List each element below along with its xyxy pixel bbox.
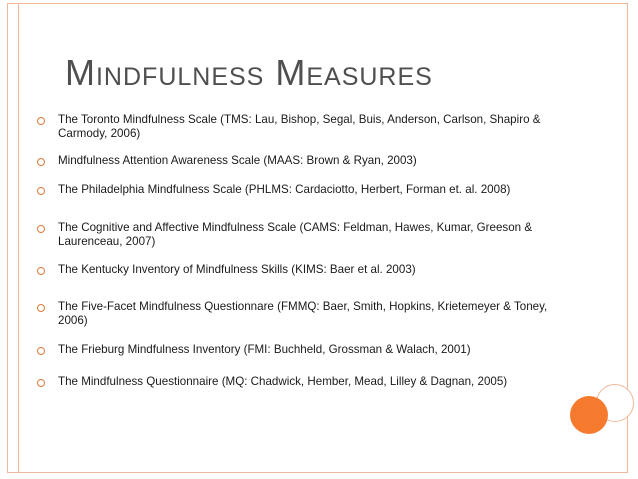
bullet-text: The Cognitive and Affective Mindfulness Scale (CAMS: Feldman, Hawes, Kumar, Greeson & Laurenceau, 2007) (58, 221, 533, 248)
bullet-circle-icon (37, 304, 45, 312)
bullet-circle-icon (37, 187, 45, 195)
bullet-text: Mindfulness Attention Awareness Scale (MAAS: Brown & Ryan, 2003) (58, 154, 417, 167)
bullet-circle-icon (37, 267, 45, 275)
bullet-text: The Kentucky Inventory of Mindfulness Skills (KIMS: Baer et al. 2003) (58, 263, 416, 276)
bullet-circle-icon (37, 158, 45, 166)
slide-title: Mindfulness Measures (65, 52, 433, 93)
bullet-circle-icon (37, 347, 45, 355)
bullet-text: The Frieburg Mindfulness Inventory (FMI: Buchheld, Grossman & Walach, 2001) (58, 343, 471, 356)
bullet-text: The Mindfulness Questionnaire (MQ: Chadwick, Hember, Mead, Lilley & Dagnan, 2005) (58, 375, 508, 388)
bullet-circle-icon (37, 379, 45, 387)
bullet-circle-icon (37, 225, 45, 233)
decorative-orange-circle (570, 396, 608, 434)
bullet-text: The Five-Facet Mindfulness Questionnare (FMMQ: Baer, Smith, Hopkins, Krietemeyer & Toney, 2006) (58, 300, 548, 327)
bullet-text: The Toronto Mindfulness Scale (TMS: Lau, Bishop, Segal, Buis, Anderson, Carlson, Shapiro & Carmody, 2006) (58, 113, 541, 140)
bullet-circle-icon (37, 117, 45, 125)
bullet-text: The Philadelphia Mindfulness Scale (PHLMS: Cardaciotto, Herbert, Forman et. al. 2008) (58, 183, 511, 196)
left-vertical-rule (18, 3, 19, 473)
